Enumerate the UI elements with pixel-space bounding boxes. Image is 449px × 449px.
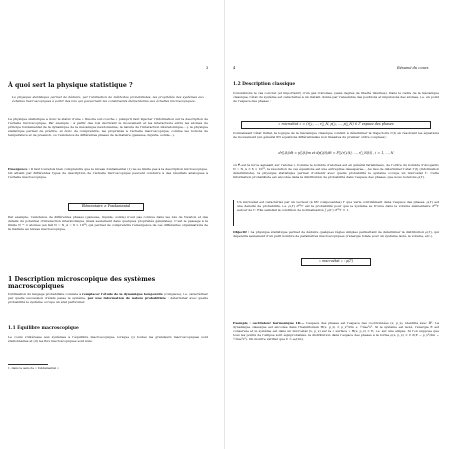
objective-label: Objectif : <box>233 230 250 234</box>
paragraph: Le cours s’intéresse aux systèmes à l’équilibre macroscopique, lorsque (i) toutes les grandeurs macroscopiques sont stationnaires et (ii) les flux macroscopiques sont nuls. <box>8 335 208 344</box>
section-title: À quoi sert la physique statistique ? <box>8 82 133 89</box>
highlighted-note: Un microétat est caractérisé par un vecteur (à 6N composantes) Γ que varie continûment dans l’espace des phases. ρ(Γ) est une densité de probabilité, i.e. ρ(Γ) d⁶ᴺΓ est la probabilité pour que le système se trouve dans le volume élémentaire d⁶ᴺΓ autour de Γ. Elle satisfait la condition de normalisation ∫ ρ(Γ) d⁶ᴺΓ = 1. <box>237 200 439 213</box>
paragraph <box>8 167 208 179</box>
footnote: 1. dans le sens de « fondamental » <box>8 366 59 370</box>
example-text: L’espace des phases est l’espace des coordonnées (x, p_x), identifié avec ℝ². La dynamique classique est encodée dans l’hamiltonien H(x, p_x) = p_x²/2m + ½mω²x². Si le système est isolé, l’énergie E est conservée et le système est dans un microétat (x, p_x) sur la « surface » H(x, p_x) = E, i.e. sur une ellipse. Si l’on suppose que tous les points de l’ellipse sont équiprobables, la distribution dans l’espace des phases a la forme ρ(x, p_x) = C δ(E − p_x²/2m − ½mω²x²). On montre vérifier que C = ω/(2π). <box>233 321 439 342</box>
right-page <box>225 0 449 449</box>
footnote-rule <box>8 364 48 365</box>
macrostate-definition: « macroétat » : ρ(Γ) <box>318 259 354 263</box>
abstract-text: La physique statistique permet de déduire, par l’utilisation de méthodes probabilistes, les propriétés des systèmes aux échelles macroscopiques à partir des lois qui gouvernent les constituants élémentaires aux échelles microscopiques. <box>12 95 204 104</box>
equations-of-motion: dr⃗ᵢ(t)/dt = p⃗ᵢ(t)/m et dp⃗ᵢ(t)/dt = F⃗ᵢ(r⃗₁(t), ..., r⃗_N(t)) , i = 1, ..., N <box>278 151 394 155</box>
subsection-title: 1.1 Équilibre macroscopique <box>8 326 79 331</box>
microstate-definition: « microétat » = (r⃗₁, ..., r⃗_N, p⃗₁, ..., p⃗_N) ∈ Γ espace des phases <box>278 122 394 126</box>
subsection-title: 1.2 Description classique <box>233 82 296 87</box>
paragraph: Considérons le cas concret (et important!) d’un gaz d’atomes, (sans degrés de liberté internes). Dans le cadre de la mécanique classique, l’état du système est caractérisé à un instant donné par l’ensemble des positions et impulsions des atomes, i.e. un point de l’espace des phases : <box>233 91 439 104</box>
paragraph <box>233 230 439 238</box>
running-header: Résumé du cours <box>397 66 429 70</box>
paragraph: Connaissant l’état initial, la logique de la mécanique classique conduit à déterminer la trajectoire Γ(t) en résolvant les équations de mouvement (un général 6N équations différentielles non linéaires du premier ordre couplées) : <box>233 131 439 140</box>
quote-bar <box>233 200 234 226</box>
emergence-text: Il faut toutefois bien comprendre que le niveau fondamental (1) ne se limite pas à la description microscopique. On atteint par différentes types de description de l’échelle microscopique peuvent conduire à des résultats analogues à l’échelle macroscopique. <box>8 167 208 180</box>
section-title: 1 Description microscopique des systèmes macroscopiques <box>8 276 156 290</box>
macrostate-box <box>301 258 371 266</box>
paragraph-text: : déterminer avec quelle probabilité le système occupe un état particulier. <box>8 296 208 305</box>
paragraph: La physique statistique a donc le statut d’une « théorie sur-couche » puisqu’il faut injecter l’information sur la description de l’échelle microscopique. Par exemple : à partir des lois décrivant le mouvement et les interactions entre les atomes (le principe fondamental de la dynamique de la mécanique newtonienne, la nature de l’interaction interatomique,...), la physique statistique permet de prédire, et donc de comprendre, les propriétés à l’échelle macroscopique, comme les notions de température et de pression, ou l’existence de différentes phases de la matière (gazeuse, liquide, solide...). <box>8 117 208 138</box>
paragraph: où F⃗ᵢ est la force agissant sur l’atome i. Comme le nombre d’atomes est en général faramineux, de l’ordre du nombre d’Avogadro N ∼ N_A ≃ 6 × 10²³, la résolution de ces équations est une entreprise désespérée... Au lieu de déterminer l’état Γ(t) (information déterministe), la physique statistique permet d’obtenir avec quelle probabilité le système occupe un microétat Γ. Cette information probabiliste est encodée dans la distribution de probabilité dans l’espace des phases, que nous noterons ρ(Γ). <box>233 163 439 180</box>
paragraph-text: (complexe), i.e. caractériser par quelle succession d’états passe le système, <box>8 292 208 301</box>
page-number: 3 <box>206 66 209 70</box>
key-statement-box <box>68 203 144 211</box>
paragraph: Par exemple, l’existence de différentes phases (gazeuse, liquide, solide) n’est pas connue dans les lois de Newton et des détails du potentiel d’interaction interatomique (mais seulement dans quelques propriétés générales). C’est le passage à la limite N → ∞ atomes (en fait N ∼ N_A ∼ 6 × 10²³) qui permet de comprendre l’émergence de ces différentes organisations de la matière au niveau macroscopique. <box>8 215 208 232</box>
page-number: 4 <box>233 66 236 70</box>
objective-text: La physique statistique permet de déduire quelques règles simples permettant de déterminer la distribution ρ(Γ), qui dépendra seulement d’un petit nombre de paramètres macroscopiques (l’énergie totale pour un système isolé, le volume, etc.). <box>233 230 439 239</box>
key-statement: Élémentaire ≠ Fondamental <box>81 204 131 208</box>
left-page <box>0 0 224 449</box>
paragraph <box>233 321 439 341</box>
emphasis: par une information de nature probabiliste <box>87 296 166 301</box>
paragraph-text: L’utilisation du langage probabiliste consiste à <box>8 292 83 296</box>
microstate-box <box>241 121 431 129</box>
emphasis: remplacer l’étude de la dynamique temporelle <box>82 292 163 296</box>
emergence-label: Emergence : <box>8 167 30 171</box>
paragraph <box>8 292 208 304</box>
example-label: Exemple : oscillateur harmonique 1D.— <box>233 321 305 325</box>
